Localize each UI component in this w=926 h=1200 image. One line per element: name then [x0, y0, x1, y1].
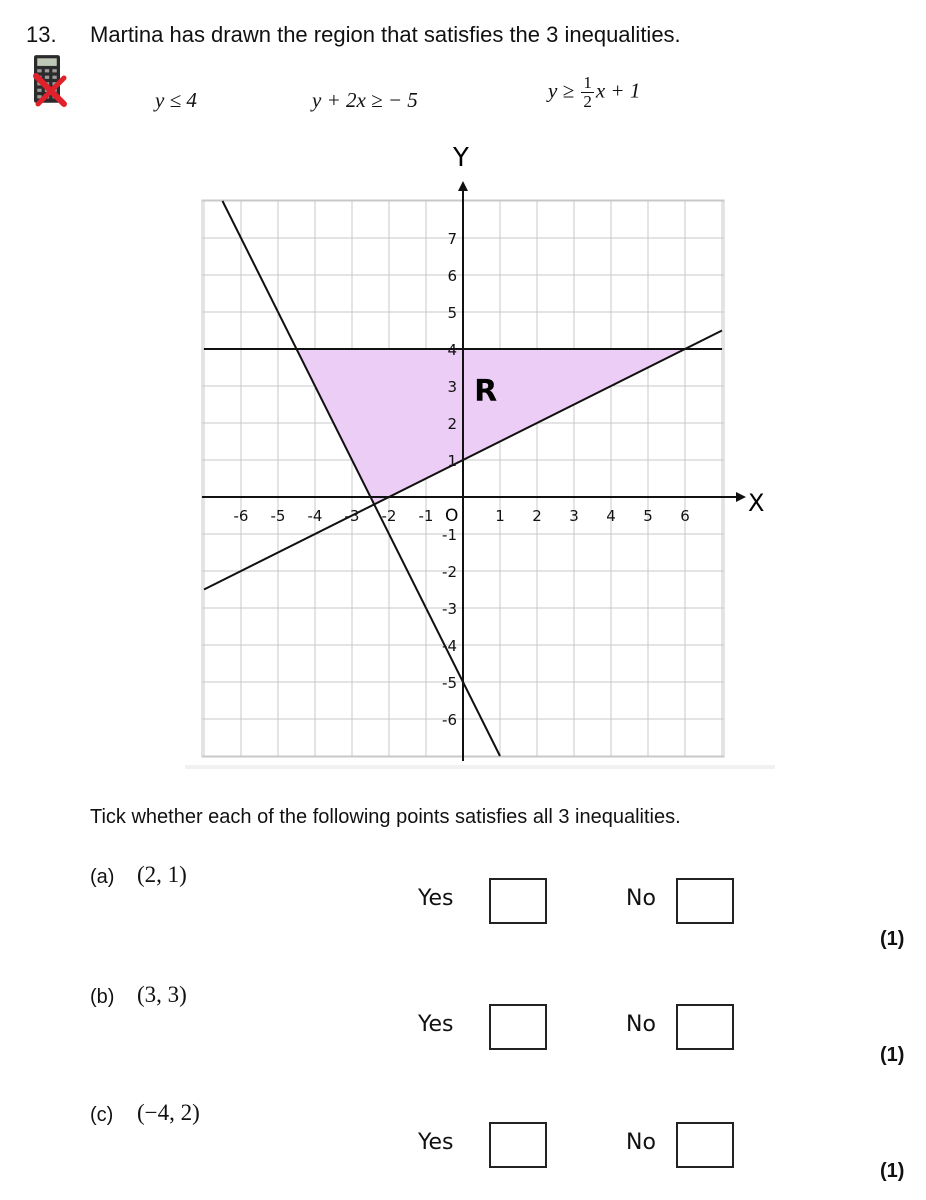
y-tick-label: 3 — [447, 378, 457, 396]
instruction-text: Tick whether each of the following points satisfies all 3 inequalities. — [90, 806, 681, 828]
part-a-point: (2, 1) — [137, 862, 187, 887]
y-axis-arrow — [458, 181, 468, 191]
axes — [202, 181, 746, 761]
part-b-yes-checkbox[interactable] — [489, 1004, 547, 1050]
question-text: Martina has drawn the region that satisfies the 3 inequalities. — [90, 22, 681, 47]
inequality-3-fraction — [581, 74, 594, 111]
x-tick-label: -1 — [418, 507, 434, 525]
y-tick-label: 4 — [447, 341, 457, 359]
x-tick-label: -6 — [233, 507, 249, 525]
part-b-no-checkbox[interactable] — [676, 1004, 734, 1050]
x-axis-label: X — [748, 489, 765, 517]
x-tick-label: -2 — [381, 507, 397, 525]
x-tick-label: -5 — [270, 507, 286, 525]
part-a-yes-checkbox[interactable] — [489, 878, 547, 924]
part-a-yes-label: Yes — [418, 886, 454, 911]
origin-label: O — [445, 506, 459, 526]
x-tick-label: 3 — [569, 507, 579, 525]
y-tick-label: 2 — [447, 415, 457, 433]
part-a-marks: (1) — [880, 928, 905, 950]
region-label: R — [474, 373, 498, 409]
part-c-label: (c) — [90, 1104, 114, 1126]
y-tick-label: -3 — [442, 600, 457, 618]
x-tick-label: 2 — [532, 507, 542, 525]
part-c-marks: (1) — [880, 1160, 905, 1182]
part-b-point: (3, 3) — [137, 982, 187, 1007]
part-b-label: (b) — [90, 986, 115, 1008]
part-c-yes-label: Yes — [418, 1130, 454, 1155]
fraction-numerator: 1 — [583, 73, 592, 92]
part-b-no-label: No — [626, 1012, 656, 1037]
shaded-region — [297, 349, 686, 504]
part-a-label: (a) — [90, 866, 115, 888]
part-a-no-label: No — [626, 886, 656, 911]
part-b-marks: (1) — [880, 1044, 905, 1066]
y-tick-label: 6 — [447, 267, 457, 285]
y-tick-label: -6 — [442, 711, 457, 729]
x-tick-label: 5 — [643, 507, 653, 525]
part-b-yes-label: Yes — [418, 1012, 454, 1037]
y-tick-label: -5 — [442, 674, 457, 692]
inequality-3-suffix: x + 1 — [595, 78, 641, 103]
part-c-point: (−4, 2) — [137, 1100, 200, 1125]
x-tick-label: 6 — [680, 507, 690, 525]
inequality-3 — [548, 74, 640, 111]
inequality-graph — [180, 140, 780, 770]
inequality-1: y ≤ 4 — [155, 88, 197, 112]
x-tick-label: -3 — [344, 507, 360, 525]
x-tick-label: 1 — [495, 507, 505, 525]
part-a-no-checkbox[interactable] — [676, 878, 734, 924]
question-number: 13. — [26, 22, 57, 47]
tick-labels — [234, 230, 690, 729]
part-c-no-label: No — [626, 1130, 656, 1155]
y-axis-label: Y — [453, 143, 469, 173]
y-tick-label: -2 — [442, 563, 457, 581]
y-tick-label: 1 — [447, 452, 457, 470]
fraction-denominator: 2 — [583, 92, 592, 111]
y-tick-label: -4 — [442, 637, 457, 655]
inequality-2: y + 2x ≥ − 5 — [312, 88, 418, 112]
y-tick-label: -1 — [442, 526, 457, 544]
inequality-3-prefix: y ≥ — [548, 78, 575, 103]
boundary-line-2 — [223, 201, 501, 756]
x-tick-label: -4 — [307, 507, 323, 525]
x-axis-arrow — [736, 492, 746, 502]
x-tick-label: 4 — [606, 507, 616, 525]
cross-icon — [30, 72, 72, 108]
part-c-yes-checkbox[interactable] — [489, 1122, 547, 1168]
y-tick-label: 5 — [447, 304, 457, 322]
part-c-no-checkbox[interactable] — [676, 1122, 734, 1168]
y-tick-label: 7 — [447, 230, 457, 248]
